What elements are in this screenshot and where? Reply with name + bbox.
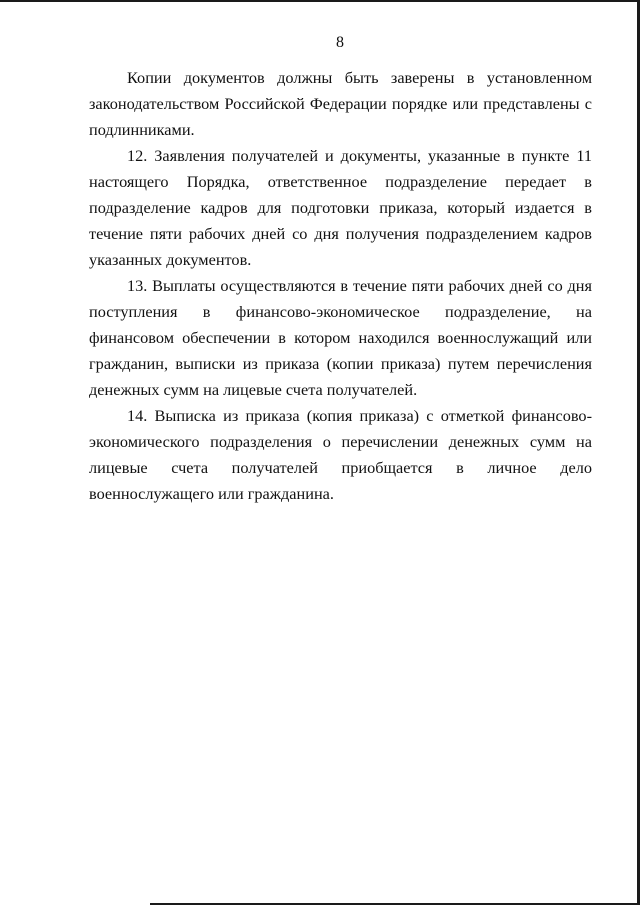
- scan-border-top: [0, 0, 640, 2]
- paragraph-copies: Копии документов должны быть заверены в установленном законодательством Российской Федерации порядке или представлены с подлинниками.: [89, 68, 592, 139]
- paragraph-12: 12. Заявления получателей и документы, указанные в пункте 11 настоящего Порядка, ответственное подразделение передает в подразделение кадров для подготовки приказа, который издается в течение пяти рабочих дней со дня получения подразделением кадров указанных документов.: [89, 146, 592, 269]
- document-body: [89, 65, 592, 507]
- paragraph-13: 13. Выплаты осуществляются в течение пяти рабочих дней со дня поступления в финансово-экономическое подразделение, на финансовом обеспечении в котором находился военнослужащий или гражданин, выписки из приказа (копии приказа) путем перечисления денежных сумм на лицевые счета получателей.: [89, 276, 592, 399]
- paragraph-14: 14. Выписка из приказа (копия приказа) с отметкой финансово-экономического подразделения о перечислении денежных сумм на лицевые счета получателей приобщается в личное дело военнослужащего или гражданина.: [89, 406, 592, 503]
- page-number: 8: [336, 34, 344, 51]
